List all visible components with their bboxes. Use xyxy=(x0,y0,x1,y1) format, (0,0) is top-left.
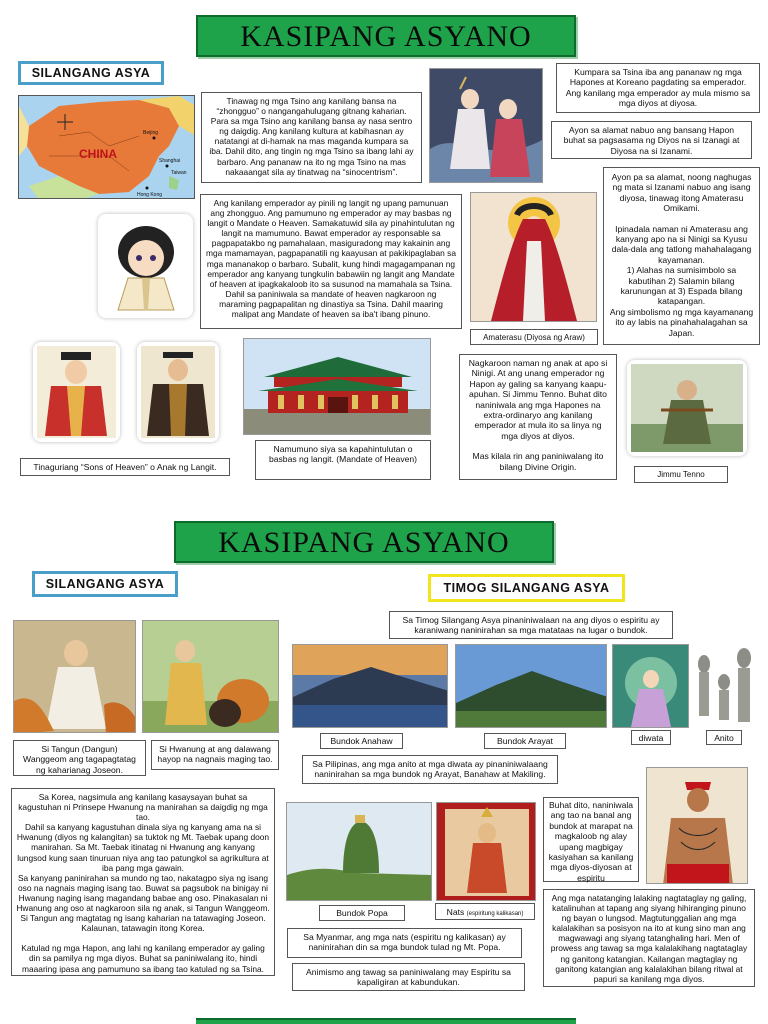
hwanung-bear-tiger-image xyxy=(142,620,279,733)
korea-origin-text: Sa Korea, nagsimula ang kanilang kasaysayan buhat sa kagustuhan ni Prinsepe Hwanung na manirahan sa daigdig ng mga tao. Dahil sa kanyang kagustuhan dinala siya ng kanyang ama na si Hwanung (diyos ng kalangitan) sa tuktok ng Mt. Taebak upang doon manirahan. Sa Mt. Taebak itinatag ni Hwanung ang kanyang lungsod kung saan tinuruan niya ang tao patungkol sa agrikultura at iba pang mga gawain. Sa kanyang paninirahan sa mundo ng tao, nakatagpo siya ng isang oso na nagnais maging isang tao. Buwat sa pagsubok na binigay ni Hwanung naging isang magandang babae ang oso. Pinakasalan ni Hwanung ang oso at nagkaroon sila ng anak, si Tangun Wanggeom. Si Tangun ang magtatag ng isang kaharian na tatawaging Joseon. Kalaunan, tatawagin itong Korea. Katulad ng mga Hapon, ang lahi ng kanilang emperador ay galing din sa pamilya ng mga diyos. Buhat sa paniniwalang ito, hindi maaaring ipasa ang pamumuno sa ibang tao katulad ng sa Tsina. xyxy=(11,788,275,976)
chinese-chibi-illustration xyxy=(98,214,193,318)
japan-origin-legend-text: Ayon sa alamat nabuo ang bansang Hapon buhat sa pagsasama ng Diyos na si Izanagi at Diyosa na si Izanami. xyxy=(551,121,752,159)
bundok-popa-image xyxy=(286,802,432,901)
bundok-anahaw-caption: Bundok Anahaw xyxy=(320,733,403,749)
svg-text:Hong Kong: Hong Kong xyxy=(137,192,163,198)
tangun-caption: Si Tangun (Dangun) Wanggeom ang tagapagtatag ng kaharianag Joseon. xyxy=(13,740,146,776)
section1-region-tag: SILANGANG ASYA xyxy=(18,61,164,85)
emperor-portrait-1 xyxy=(33,342,120,442)
philippines-text: Sa Pilipinas, ang mga anito at mga diwata ay pinaniniwalaang naninirahan sa mga bundok ng Arayat, Banahaw at Makiling. xyxy=(302,755,558,784)
sons-of-heaven-caption: Tinaguriang “Sons of Heaven” o Anak ng Langit. xyxy=(20,458,230,476)
men-of-prowess-image xyxy=(646,767,748,884)
jimmu-tenno-caption: Jimmu Tenno xyxy=(634,466,728,483)
next-page-banner-edge xyxy=(196,1018,576,1024)
japan-korea-emperor-text: Kumpara sa Tsina iba ang pananaw ng mga Hapones at Koreano pagdating sa emperador. Ang kanilang mga emperador ay mula mismo sa mga diyos at diyosa. xyxy=(556,63,760,113)
section1-title-banner xyxy=(196,15,576,57)
svg-text:Taiwan: Taiwan xyxy=(171,170,187,176)
diwata-caption: diwata xyxy=(631,730,671,745)
section2-title-banner xyxy=(174,521,554,563)
map-china-label: CHINA xyxy=(79,147,117,161)
amaterasu-image xyxy=(470,192,597,322)
svg-text:Beijing: Beijing xyxy=(143,130,159,136)
china-map-image xyxy=(18,95,195,199)
tangun-image xyxy=(13,620,136,733)
animismo-text: Animismo ang tawag sa paniniwalang may Espiritu sa kapaligiran at kabundukan. xyxy=(292,963,525,991)
anito-image xyxy=(690,644,758,728)
emperor-portrait-2 xyxy=(137,342,219,442)
nats-caption: Nats (espiritung kalikasan) xyxy=(435,903,535,920)
nats-image xyxy=(436,802,536,901)
china-intro-text: Tinawag ng mga Tsino ang kanilang bansa na “zhongguo” o nangangahulugang gitnang kaharian. Para sa mga Tsino ang kanilang bansa ay nasa sentro ng daigdig. Ang kanilang kultura at kabihasnan ay natatangi at di-hamak na mas maganda kumpara sa iba. Dahil dito, ang tingin ng mga Tsino sa ibang lahi ay barbaro. Ang pananaw na ito ng mga Tsino na mas nakaaangat sila ay tinatwag na “sinocentrism”. xyxy=(201,92,422,183)
section1-title: KASIPANG ASYANO xyxy=(240,20,532,53)
anito-caption: Anito xyxy=(706,730,742,745)
forbidden-city-palace-image xyxy=(243,338,431,435)
mandate-of-heaven-caption: Namumuno siya sa kapahintulutan o basbas ng langit. (Mandate of Heaven) xyxy=(255,440,431,480)
bundok-anahaw-image xyxy=(292,644,448,728)
emperor-mandate-text: Ang kanilang emperador ay pinili ng langit ng upang pamunuan ang zhongguo. Ang pamumuno ng emperador ay may basbas ng langit o Mandate o Heaven. Samakatuwid sila ay pinahintulutan ng langit na mamumuno. Bawat emperador ay responsable sa pagpapatakbo ng pamahalaan, masiguradong may kakainin ang mga mamamayan, pagpapanatili ng kaayusan at pakikipaglaban sa mga mananakop o barbaro. Subalit, kung hindi magagampanan ng emperador ang kanyang tungkulin babawiin ng langit ang Mandate of heaven at ipagkakaloob ito sa susunod na mamahala sa Tsina. Dahil sa paniniwala sa mandate of heaven nagkaroon ng maraming pagpapalitan ng dinastiya sa Tsina. Dahil maaring malipat ang Mandate of heaven sa iba't ibang pinuno. xyxy=(200,194,462,329)
southeast-asia-intro-text: Sa Timog Silangang Asya pinaniniwalaan na ang diyos o espiritu ay karaniwang naninirahan sa mga matataas na lugar o bundok. xyxy=(389,611,673,639)
bundok-arayat-image xyxy=(455,644,607,728)
myanmar-text: Sa Myanmar, ang mga nats (espiritu ng kalikasan) ay naninirahan din sa mga bundok tulad ng Mt. Popa. xyxy=(287,928,522,958)
mountain-offering-text: Buhat dito, naniniwala ang tao na banal ang bundok at marapat na magkaloob ng alay upang magbigay kasiyahan sa kanilang mga diyos-diyosan at espiritu xyxy=(543,797,639,882)
section2-region-tag-east: SILANGANG ASYA xyxy=(32,571,178,597)
izanagi-izanami-image xyxy=(429,68,543,183)
amaterasu-treasures-text: Ayon pa sa alamat, noong naghugas ng mata si Izanami nabuo ang isang diyosa, tinawag itong Amaterasu Omikami. Ipinadala naman ni Amaterasu ang kanyang apo na si Ninigi sa Kyusu dala-dala ang tatlong mahahalagang kayamanan. 1) Alahas na sumisimbolo sa kabutihan 2) Salamin bilang karunungan at 3) Espada bilang katapangan. Ang simbolismo ng mga kayamanang ito ay labis na pinahahalagahan sa Japan. xyxy=(603,167,760,345)
jimmu-tenno-text: Nagkaroon naman ng anak at apo si Ninigi. At ang unang emperador ng Hapon ay galing sa kanyang kaapu-apuhan. Si Jimmu Tenno. Buhat dito naniniwala ang mga Hapones na extra-ordinaryo ang kanilang emperador at mula ito sa linya ng mga diyos at diyos. Mas kilala rin ang paniniwalang ito bilang Divine Origin. xyxy=(459,354,617,480)
diwata-image xyxy=(612,644,689,728)
section2-title: KASIPANG ASYANO xyxy=(218,526,510,559)
hwanung-caption: Si Hwanung at ang dalawang hayop na nagnais maging tao. xyxy=(151,740,279,770)
men-of-prowess-text: Ang mga natatanging lalaking nagtataglay ng galing, katalinuhan at tapang ang siyang hihiranging pinuno ng bayan o lungsod. Magtutunggalian ang mga kalalakihan sa posisyon na ito at kung sino man ang magwawagi ang siyang tatanghaling hari. Men of prowess ang tawag sa mga kalalakihang nagtataglay ng ganitong katangian. Kailangan magtaglay ng ganitong katangian ang kalalakihan bilang ritwal at papuri sa kanilang mga diyos. xyxy=(543,889,755,987)
bundok-arayat-caption: Bundok Arayat xyxy=(484,733,566,749)
jimmu-tenno-image xyxy=(627,360,747,456)
svg-text:Shanghai: Shanghai xyxy=(159,158,181,164)
amaterasu-caption: Amaterasu (Diyosa ng Araw) xyxy=(470,329,598,345)
section2-region-tag-southeast: TIMOG SILANGANG ASYA xyxy=(428,574,625,602)
bundok-popa-caption: Bundok Popa xyxy=(319,905,405,921)
